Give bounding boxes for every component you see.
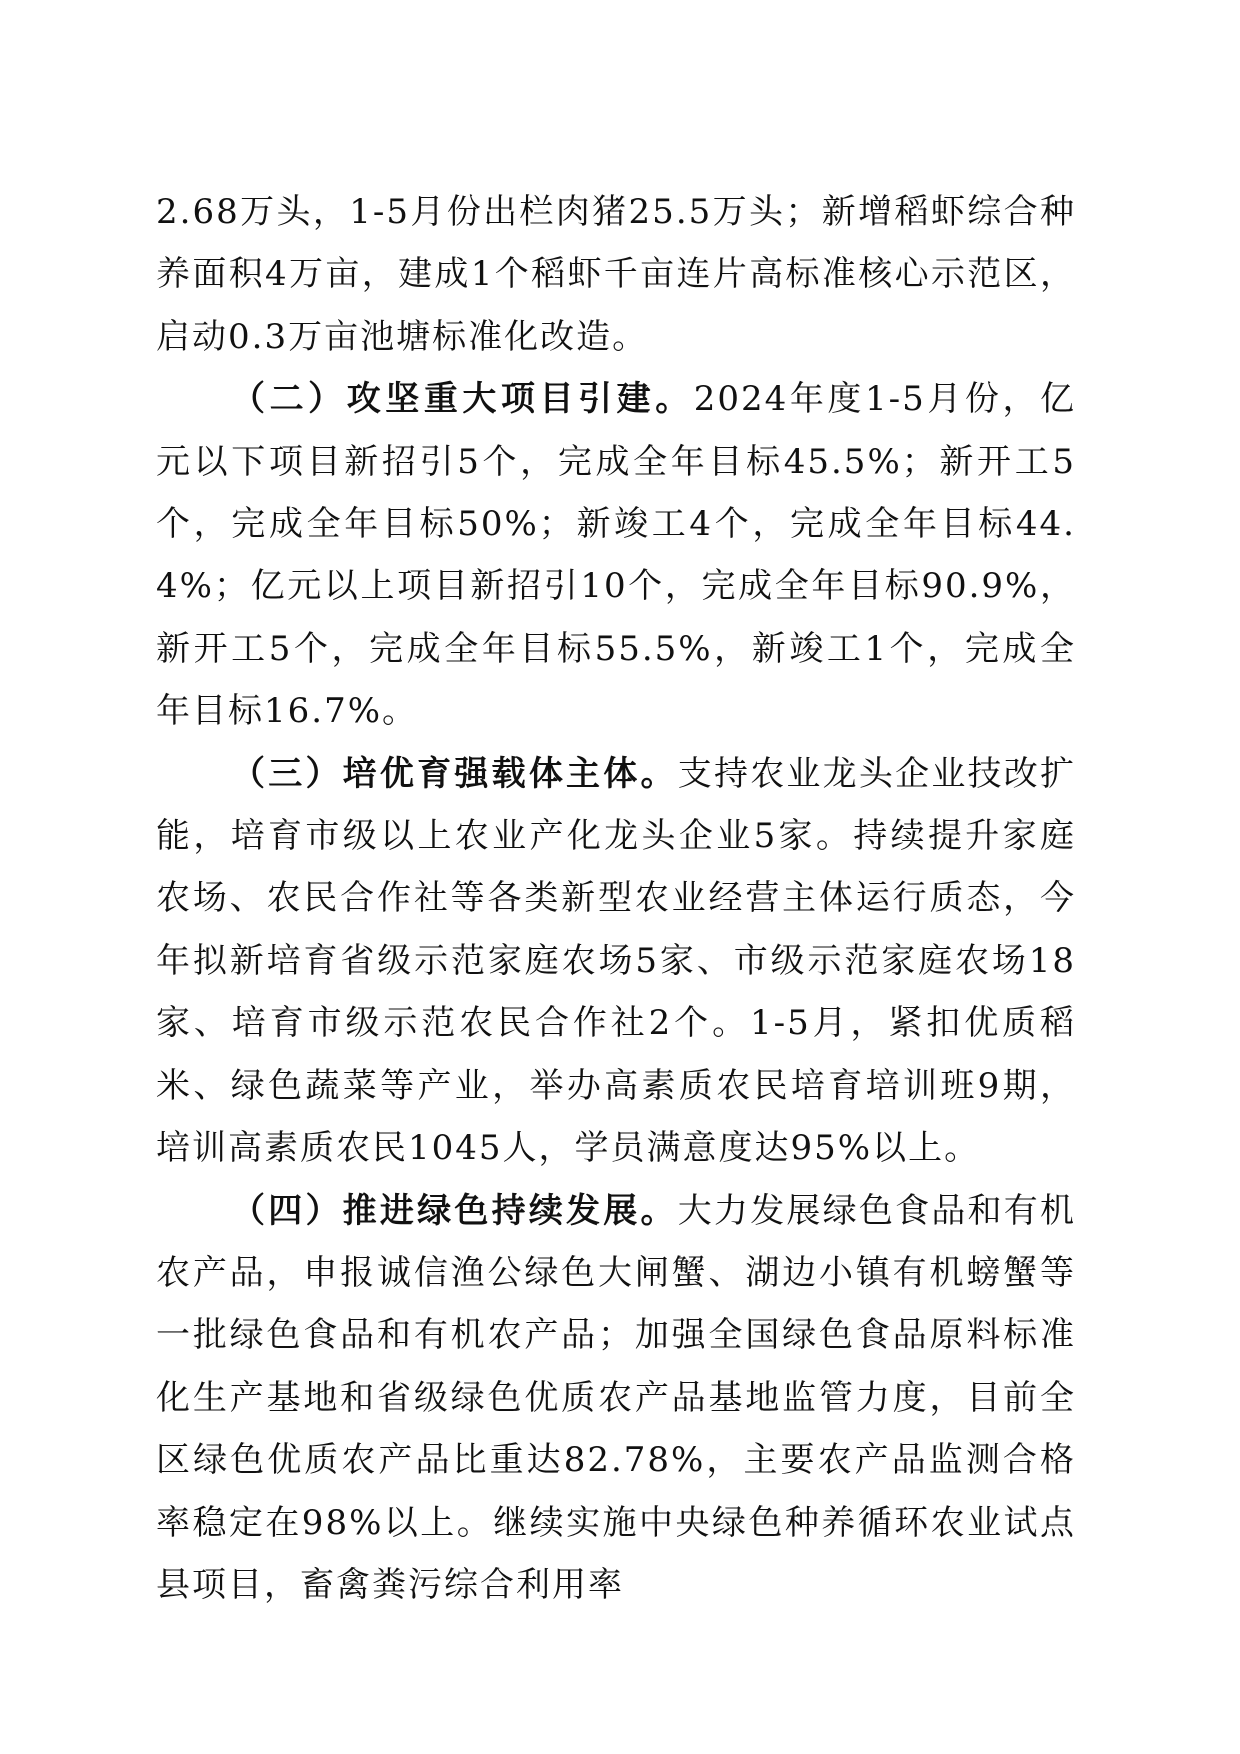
paragraph-green-development [156,1180,1076,1617]
section-heading-green-development: （四）推进绿色持续发展。 [231,1190,678,1231]
paragraph-livestock-continuation [156,181,1076,368]
document-body [156,181,1076,1616]
paragraph-carrier-entities [156,743,1076,1180]
paragraph-text: 2.68万头，1-5月份出栏肉猪25.5万头；新增稻虾综合种养面积4万亩，建成1个稻虾千亩连片高标准核心示范区，启动0.3万亩池塘标准化改造。 [156,192,1076,357]
paragraph-text: 2024年度1-5月份，亿元以下项目新招引5个，完成全年目标45.5%；新开工5个，完成全年目标50%；新竣工4个，完成全年目标44.4%；亿元以上项目新招引10个，完成全年目标90.9%，新开工5个，完成全年目标55.5%，新竣工1个，完成全年目标16.7%。 [156,379,1077,732]
section-heading-major-projects: （二）攻坚重大项目引建。 [231,379,694,420]
paragraph-major-projects [156,368,1076,742]
paragraph-text: 大力发展绿色食品和有机农产品，申报诚信渔公绿色大闸蟹、湖边小镇有机螃蟹等一批绿色食品和有机农产品；加强全国绿色食品原料标准化生产基地和省级绿色优质农产品基地监管力度，目前全区绿色优质农产品比重达82.78%，主要农产品监测合格率稳定在98%以上。继续实施中央绿色种养循环农业试点县项目，畜禽粪污综合利用率 [156,1190,1077,1605]
paragraph-text: 支持农业龙头企业技改扩能，培育市级以上农业产化龙头企业5家。持续提升家庭农场、农民合作社等各类新型农业经营主体运行质态，今年拟新培育省级示范家庭农场5家、市级示范家庭农场18家、培育市级示范农民合作社2个。1-5月，紧扣优质稻米、绿色蔬菜等产业，举办高素质农民培育培训班9期，培训高素质农民1045人，学员满意度达95%以上。 [156,753,1077,1169]
section-heading-carrier-entities: （三）培优育强载体主体。 [231,753,678,794]
